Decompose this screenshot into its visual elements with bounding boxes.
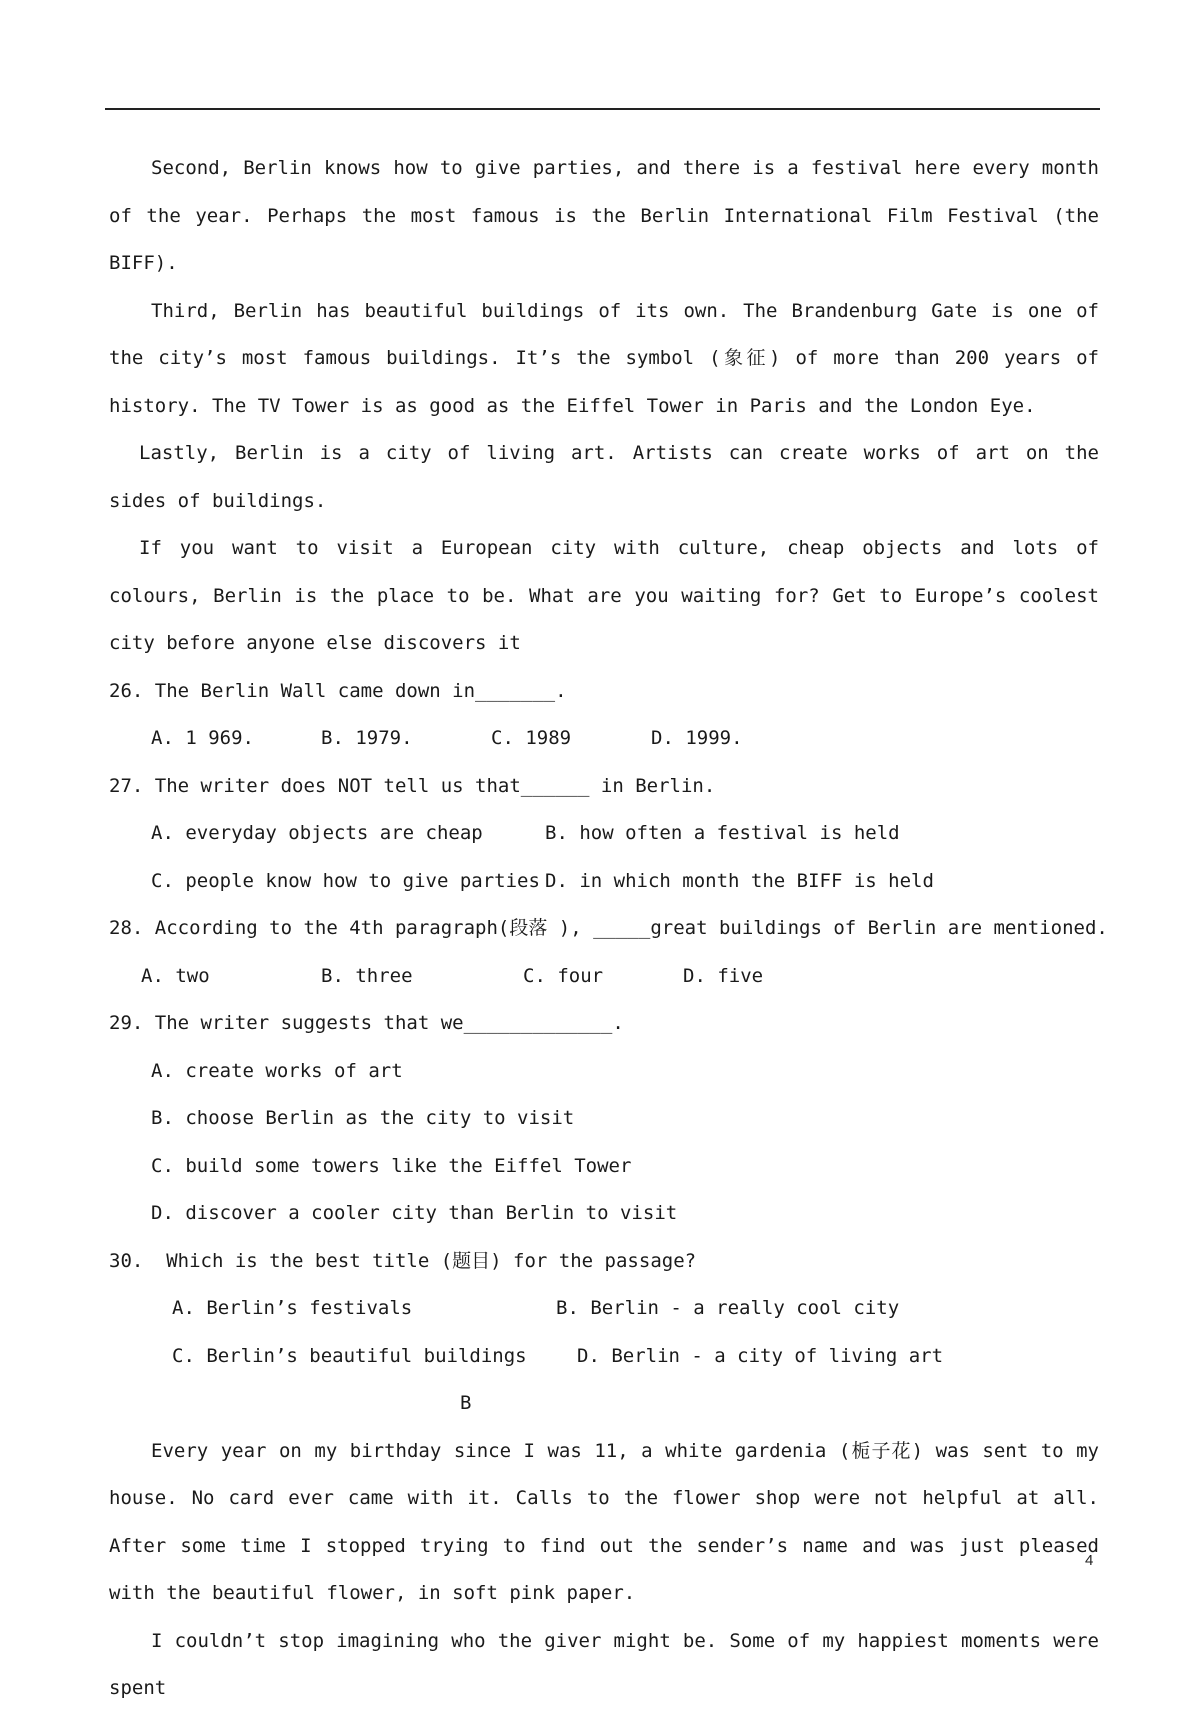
question-30-options	[109, 1285, 1099, 1333]
question-28-stem: 28. According to the 4th paragraph(段落 ), _____great buildings of Berlin are mentioned.	[109, 917, 1108, 939]
option-c: C. four	[523, 964, 604, 987]
question-29-stem: 29. The writer suggests that we_____________.	[109, 1012, 624, 1034]
paragraph: I couldn’t stop imagining who the giver might be. Some of my happiest moments were spent	[109, 1629, 1099, 1699]
option-a: A. 1 969.	[151, 727, 254, 749]
option-a: A. two	[141, 964, 210, 987]
header-rule	[105, 108, 1100, 110]
option-a: A. Berlin’s festivals	[172, 1297, 413, 1319]
question-30-stem: 30. Which is the best title (题目) for the passage?	[109, 1249, 697, 1272]
option-d: D. 1999.	[651, 727, 743, 749]
question-27-options	[109, 810, 1099, 858]
page-number: 4	[1085, 1552, 1094, 1569]
option-b: B. Berlin - a really cool city	[556, 1297, 900, 1319]
option-d: D. five	[683, 964, 764, 987]
option-d: D. Berlin - a city of living art	[577, 1344, 944, 1367]
option-b: B. how often a festival is held	[545, 822, 900, 844]
option-a: A. everyday objects are cheap	[151, 822, 483, 844]
option-c: C. build some towers like the Eiffel Tower	[151, 1154, 632, 1177]
option-d: D. in which month the BIFF is held	[545, 869, 934, 892]
paragraph: Second, Berlin knows how to give parties, and there is a festival here every month of the year. Perhaps the most famous is the Berlin International Film Festival (the BIFF).	[109, 157, 1099, 274]
question-26-stem: 26. The Berlin Wall came down in_______.	[109, 679, 567, 702]
paragraph: If you want to visit a European city with culture, cheap objects and lots of colours, Berlin is the place to be. What are you waiting for? Get to Europe’s coolest city before anyone else discovers it	[109, 537, 1099, 654]
question-30-options	[109, 1333, 1099, 1381]
option-b: B. choose Berlin as the city to visit	[151, 1107, 575, 1129]
question-28-options	[109, 953, 1099, 1001]
paragraph: Lastly, Berlin is a city of living art. Artists can create works of art on the sides of buildings.	[109, 442, 1099, 512]
paragraph: Third, Berlin has beautiful buildings of its own. The Brandenburg Gate is one of the city’s most famous buildings. It’s the symbol (象征) of more than 200 years of history. The TV Tower is as good as the Eiffel Tower in Paris and the London Eye.	[109, 299, 1099, 417]
section-title-b: B	[460, 1392, 472, 1414]
option-b: B. 1979.	[321, 727, 413, 749]
question-26-options	[109, 715, 1099, 763]
question-27-stem: 27. The writer does NOT tell us that______ in Berlin.	[109, 774, 716, 797]
option-c: C. 1989	[491, 727, 572, 749]
option-c: C. people know how to give parties	[151, 869, 540, 892]
option-a: A. create works of art	[151, 1059, 403, 1082]
page-content	[109, 145, 1108, 1713]
question-27-options	[109, 858, 1099, 906]
option-c: C. Berlin’s beautiful buildings	[172, 1344, 527, 1367]
paragraph: Every year on my birthday since I was 11, a white gardenia (栀子花) was sent to my house. No card ever came with it. Calls to the flower shop were not helpful at all. After some time I stopped trying to find out the sender’s name and was just pleased with the beautiful flower, in soft pink paper.	[109, 1439, 1099, 1604]
option-d: D. discover a cooler city than Berlin to visit	[151, 1202, 678, 1224]
option-b: B. three	[321, 964, 413, 987]
